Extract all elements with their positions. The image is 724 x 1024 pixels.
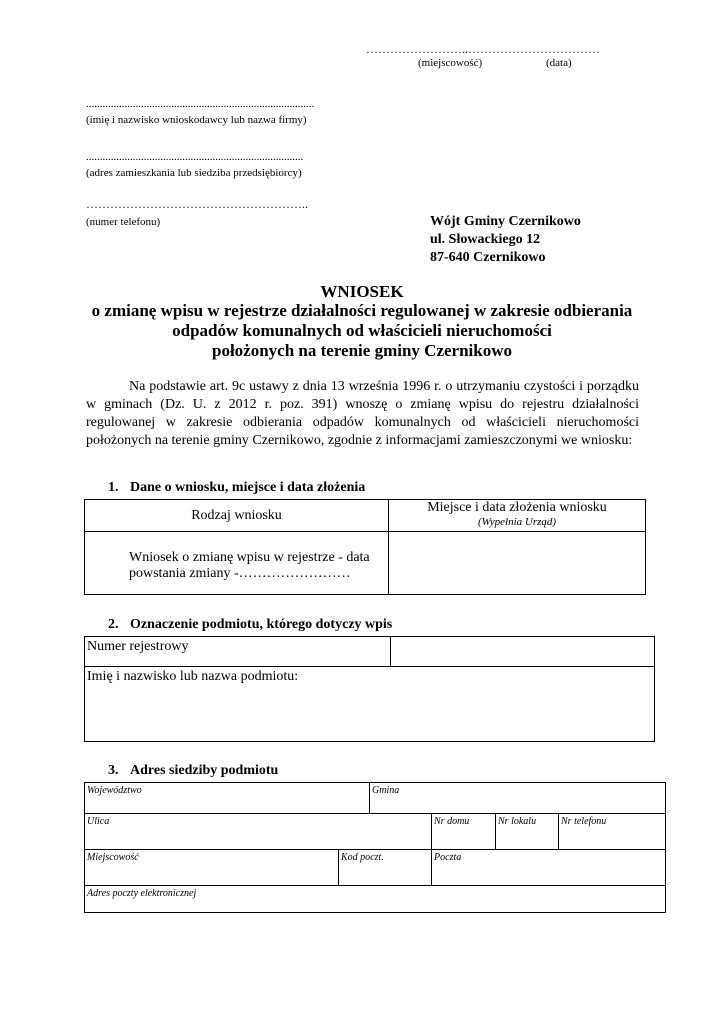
applicant-address-label: (adres zamieszkania lub siedziba przedsiębiorcy) [86, 167, 302, 179]
applicant-address-dots[interactable]: ............................................................................... [86, 151, 304, 163]
application-type-cell [85, 532, 389, 595]
date-label: (data) [546, 57, 572, 69]
place-date-header-label: Miejsce i data złożenia wniosku [427, 500, 607, 515]
section-2-title: Oznaczenie podmiotu, którego dotyczy wpis [130, 617, 393, 632]
section-3-heading [108, 763, 278, 779]
postal-code-field[interactable] [339, 850, 432, 886]
application-type-line-2[interactable]: powstania zmiany -…………………… [129, 566, 351, 581]
applicant-phone-dots[interactable]: ……………………………………………….. [86, 197, 308, 211]
municipality-field[interactable] [370, 783, 666, 814]
post-office-field[interactable] [432, 850, 666, 886]
phone-number-field[interactable] [559, 814, 666, 850]
section-1-title: Dane o wniosku, miejsce i data złożenia [130, 480, 366, 495]
section-3-title: Adres siedziby podmiotu [130, 763, 279, 778]
voivodeship-label: Województwo [87, 785, 142, 796]
place-label: (miejscowość) [418, 57, 483, 69]
recipient-line-1: Wójt Gminy Czernikowo [430, 214, 581, 229]
section-1-table [84, 499, 646, 595]
flat-number-field[interactable] [496, 814, 559, 850]
section-3-number: 3. [108, 763, 119, 778]
section-2-number: 2. [108, 617, 119, 632]
place-date-dots[interactable]: ……………………..…………………………… [366, 42, 600, 56]
registry-number-input[interactable] [391, 637, 655, 667]
intro-paragraph: Na podstawie art. 9c ustawy z dnia 13 września 1996 r. o utrzymaniu czystości i porządku w gminach (Dz. U. z 2012 r. poz. 391) wnoszę o zmianę wpisu do rejestru działalności regulowanej w zakresie odbierania odpadów komunalnych od właścicieli nieruchomości położonych na terenie gminy Czernikowo, zgodnie z informacjami zamieszczonymi we wniosku: [86, 379, 639, 448]
section-3-table [84, 782, 666, 913]
office-note: (Wypełnia Urząd) [477, 516, 557, 528]
email-field[interactable] [85, 886, 666, 913]
col-place-date-header [389, 500, 646, 532]
document-title: WNIOSEK [320, 282, 404, 301]
entity-name-field[interactable] [85, 667, 655, 742]
house-number-label: Nr domu [434, 816, 470, 827]
document-subtitle-1: o zmianę wpisu w rejestrze działalności regulowanej w zakresie odbierania [91, 301, 633, 320]
place-date-input-cell[interactable] [389, 532, 646, 595]
entity-name-label: Imię i nazwisko lub nazwa podmiotu: [87, 669, 299, 684]
phone-number-label: Nr telefonu [561, 816, 607, 827]
section-1-number: 1. [108, 480, 119, 495]
house-number-field[interactable] [432, 814, 496, 850]
document-subtitle-2: odpadów komunalnych od właścicieli nieruchomości [172, 321, 552, 340]
city-label: Miejscowość [87, 852, 139, 863]
recipient-address [430, 213, 581, 267]
email-label: Adres poczty elektronicznej [87, 888, 197, 899]
col-application-type-header: Rodzaj wniosku [85, 500, 389, 532]
registry-number-label: Numer rejestrowy [85, 637, 391, 667]
applicant-phone-label: (numer telefonu) [86, 216, 161, 228]
flat-number-label: Nr lokalu [498, 816, 537, 827]
postal-code-label: Kod poczt. [341, 852, 384, 863]
section-2-heading [108, 617, 392, 633]
applicant-name-label: (imię i nazwisko wnioskodawcy lub nazwa firmy) [86, 114, 307, 126]
street-label: Ulica [87, 816, 110, 827]
city-field[interactable] [85, 850, 339, 886]
post-office-label: Poczta [434, 852, 462, 863]
application-type-line-1: Wniosek o zmianę wpisu w rejestrze - data [129, 550, 370, 565]
municipality-label: Gmina [372, 785, 400, 796]
street-field[interactable] [85, 814, 432, 850]
voivodeship-field[interactable] [85, 783, 370, 814]
recipient-line-2: ul. Słowackiego 12 [430, 232, 541, 247]
section-1-heading [108, 480, 365, 496]
applicant-name-dots[interactable]: ................................................................................... [86, 98, 315, 110]
recipient-line-3: 87-640 Czernikowo [430, 250, 546, 265]
document-subtitle-3: położonych na terenie gminy Czernikowo [211, 341, 512, 360]
section-2-table [84, 636, 655, 742]
